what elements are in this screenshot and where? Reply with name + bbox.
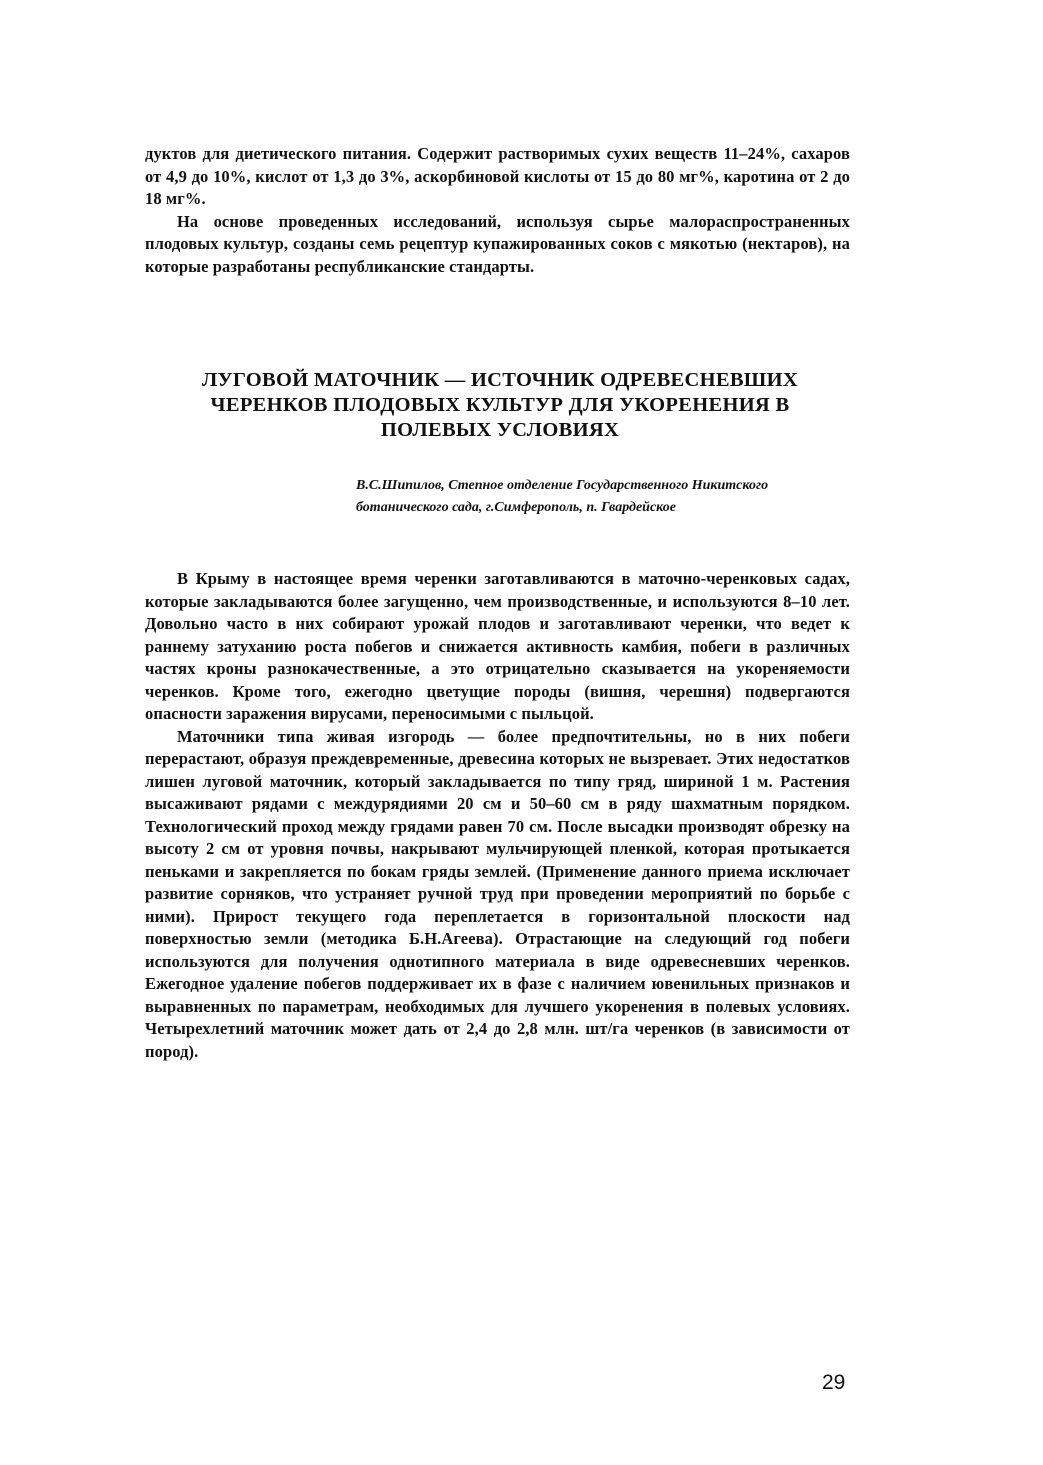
article-title-line-2: ЧЕРЕНКОВ ПЛОДОВЫХ КУЛЬТУР ДЛЯ УКОРЕНЕНИЯ В [210,394,790,416]
continuation-paragraph-1: дуктов для диетического питания. Содержит растворимых сухих веществ 11–24%, сахаров от 4,9 до 10%, кислот от 1,3 до 3%, аскорбиновой кислоты от 15 до 80 мг%, каротина от 2 до 18 мг%. [145,144,850,208]
article-body [145,568,850,1063]
article-authors: В.С.Шипилов, Степное отделение Государственного Никитского ботанического сада, г.Симферополь, п. Гвардейское [356,478,769,515]
article-paragraph-2: Маточники типа живая изгородь — более предпочтительны, но в них побеги перерастают, образуя преждевременные, древесина которых не вызревает. Этих недостатков лишен луговой маточник, который закладывается по типу гряд, шириной 1 м. Растения высаживают рядами с междурядиями 20 см и 50–60 см в ряду шахматным порядком. Технологический проход между грядами равен 70 см. После высадки производят обрезку на высоту 2 см от уровня почвы, накрывают мульчирующей пленкой, которая протыкается пеньками и закрепляется по бокам гряды землей. (Применение данного приема исключает развитие сорняков, что устраняет ручной труд при проведении мероприятий по борьбе с ними). Прирост текущего года переплетается в горизонтальной плоскости над поверхностью земли (методика Б.Н.Агеева). Отрастающие на следующий год побеги используются для получения однотипного материала в виде одревесневших черенков. Ежегодное удаление побегов поддерживает их в фазе с наличием ювенильных признаков и выравненных по параметрам, необходимых для лучшего укоренения в полевых условиях. Четырехлетний маточник может дать от 2,4 до 2,8 млн. шт/га черенков (в зависимости от пород). [145,726,850,1061]
article-paragraph-1: В Крыму в настоящее время черенки заготавливаются в маточно-черенковых садах, которые закладываются более загущенно, чем производственные, и используются 8–10 лет. Довольно часто в них собирают урожай плодов и заготавливают черенки, что ведет к раннему затуханию роста побегов и снижается активность камбия, побеги в различных частях кроны разнокачественные, а это отрицательно сказывается на укореняемости черенков. Кроме того, ежегодно цветущие породы (вишня, черешня) подвергаются опасности заражения вирусами, переносимыми с пыльцой. [145,569,850,723]
continuation-paragraph-2: На основе проведенных исследований, используя сырье малораспространенных плодовых культур, созданы семь рецептур купажированных соков с мякотью (нектаров), на которые разработаны республиканские стандарты. [145,211,850,276]
page-number: 29 [822,1371,846,1394]
article-title [130,368,870,443]
article-title-line-1: ЛУГОВОЙ МАТОЧНИК — ИСТОЧНИК ОДРЕВЕСНЕВШИХ [202,369,798,391]
previous-article-continuation [145,143,850,278]
article-title-line-3: ПОЛЕВЫХ УСЛОВИЯХ [380,419,620,441]
